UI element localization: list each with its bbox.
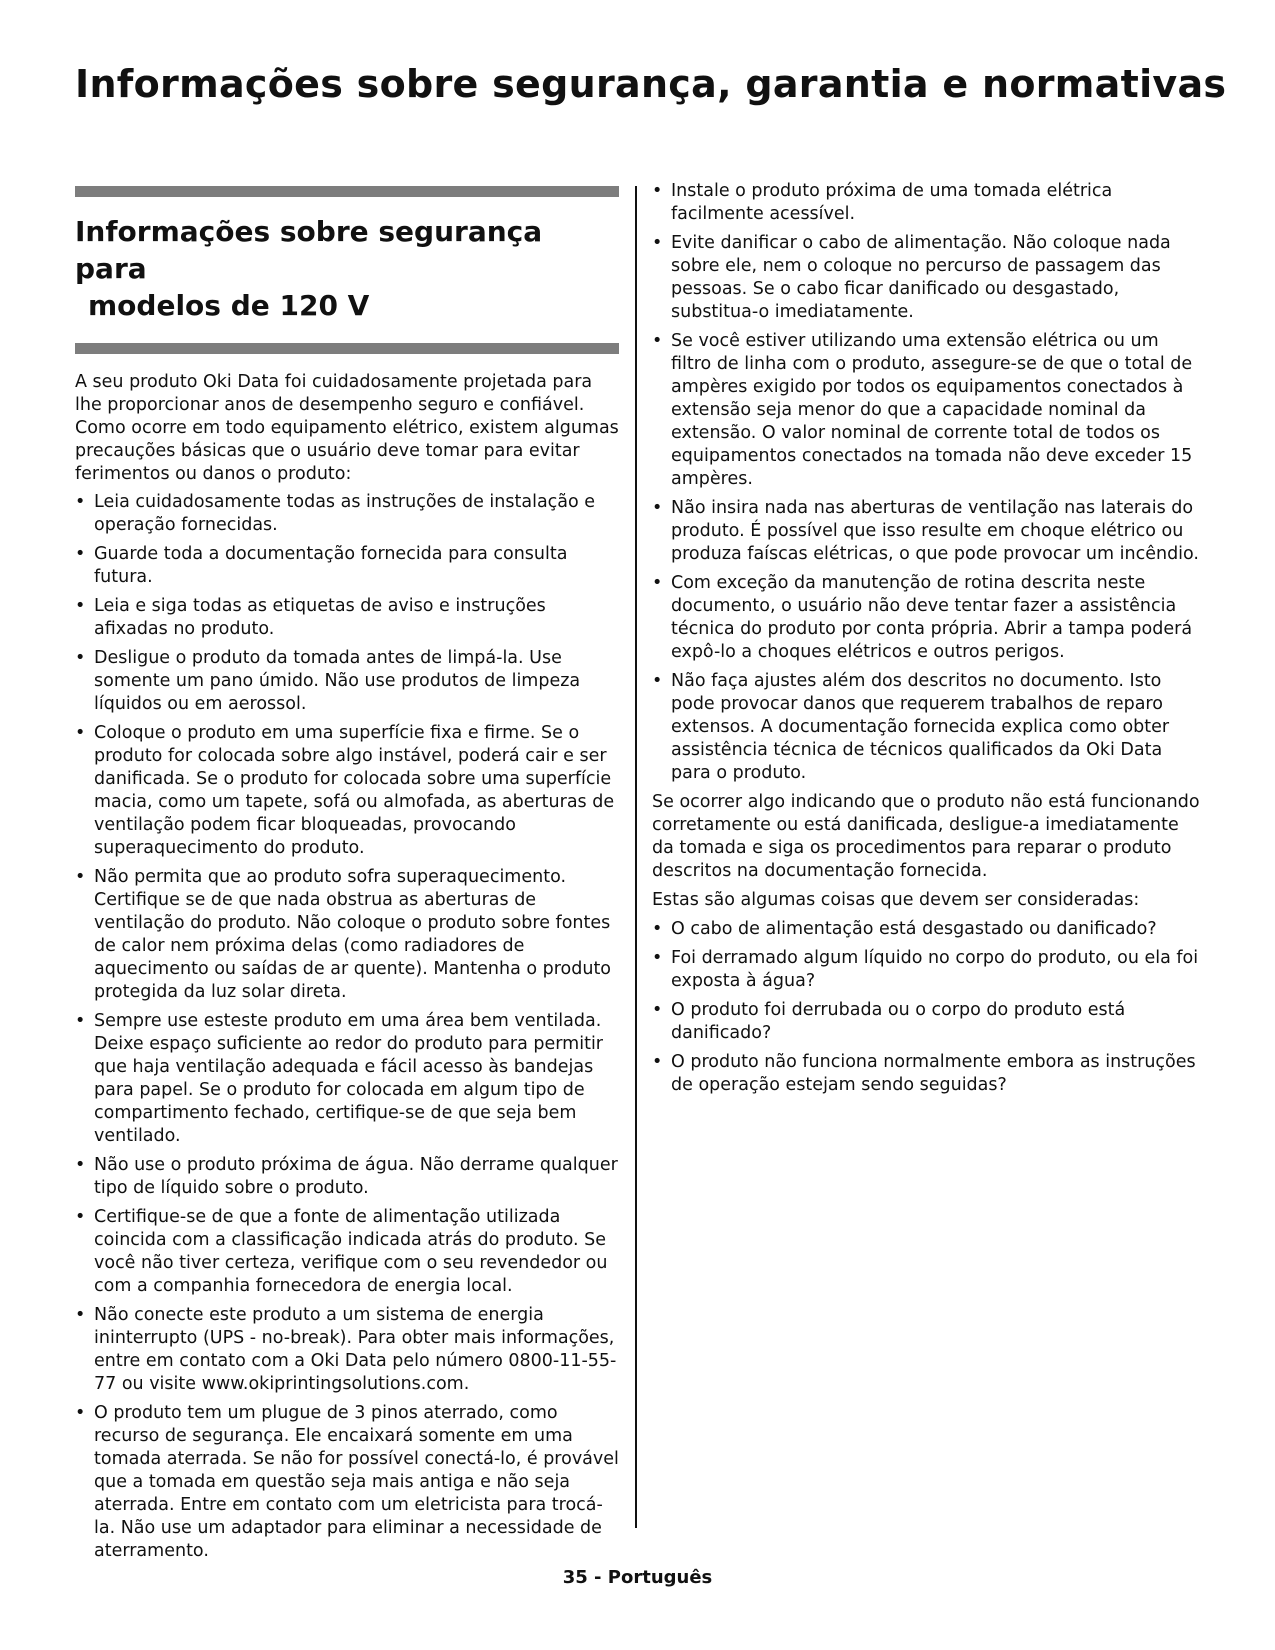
bullet-icon: • [75, 492, 86, 512]
bullet-icon: • [75, 1011, 86, 1031]
bullet-icon: • [652, 331, 663, 351]
list-item-text: Foi derramado algum líquido no corpo do produto, ou ela foi exposta à água? [671, 948, 1199, 991]
bullet-icon: • [75, 1207, 86, 1227]
list-item-text: Se você estiver utilizando uma extensão elétrica ou um filtro de linha com o produto, assegure-se de que o total de ampères exigido por todos os equipamentos conectados à extensão seja menor do que a capacidade nominal da extensão. O valor nominal de corrente total de todos os equipamentos conectados na tomada não deve exceder 15 ampères. [671, 331, 1193, 489]
list-item [75, 543, 619, 589]
list-item [75, 491, 619, 537]
list-item-text: Guarde toda a documentação fornecida para consulta futura. [94, 544, 568, 587]
bullet-icon: • [75, 1155, 86, 1175]
bullet-icon: • [652, 1000, 663, 1020]
checklist [652, 918, 1204, 1097]
bullet-icon: • [652, 573, 663, 593]
bullet-icon: • [652, 498, 663, 518]
malfunction-paragraph: Se ocorrer algo indicando que o produto não está funcionando corretamente ou está danificada, desligue-a imediatamente da tomada e siga os procedimentos para reparar o produto descritos na documentação fornecida. [652, 792, 1200, 881]
bullet-icon: • [652, 671, 663, 691]
list-item-text: Não permita que ao produto sofra superaquecimento. Certifique se de que nada obstrua as aberturas de ventilação do produto. Não coloque o produto sobre fontes de calor nem próxima delas (como radiadores de aquecimento ou saídas de ar quente). Mantenha o produto protegida da luz solar direta. [94, 867, 612, 1002]
bullet-icon: • [75, 1403, 86, 1423]
section-heading-line-1: Informações sobre segurança para [75, 215, 543, 285]
list-item [75, 1402, 619, 1563]
section-heading [75, 213, 619, 324]
bullet-icon: • [652, 948, 663, 968]
list-item [75, 1154, 619, 1200]
list-item [652, 947, 1204, 993]
list-item-text: Evite danificar o cabo de alimentação. Não coloque nada sobre ele, nem o coloque no percurso de passagem das pessoas. Se o cabo ficar danificado ou desgastado, substitua-o imediatamente. [671, 233, 1171, 322]
list-item-text: O produto não funciona normalmente embora as instruções de operação estejam sendo seguidas? [671, 1052, 1196, 1095]
list-item-text: Não use o produto próxima de água. Não derrame qualquer tipo de líquido sobre o produto. [94, 1155, 618, 1198]
list-item [652, 670, 1204, 785]
section-top-rule [75, 186, 619, 197]
list-item-text: Não insira nada nas aberturas de ventilação nas laterais do produto. É possível que isso resulte em choque elétrico ou produza faíscas elétricas, o que pode provocar um incêndio. [671, 498, 1199, 564]
list-item [652, 232, 1204, 324]
list-item-text: O produto foi derrubada ou o corpo do produto está danificado? [671, 1000, 1126, 1043]
list-item-text: Não faça ajustes além dos descritos no documento. Isto pode provocar danos que requerem trabalhos de reparo extensos. A documentação fornecida explica como obter assistência técnica de técnicos qualificados da Oki Data para o produto. [671, 671, 1170, 783]
list-item [652, 999, 1204, 1045]
list-item-text: Com exceção da manutenção de rotina descrita neste documento, o usuário não deve tentar fazer a assistência técnica do produto por conta própria. Abrir a tampa poderá expô-lo a choques elétricos e outros perigos. [671, 573, 1193, 662]
list-item [75, 1304, 619, 1396]
list-item [75, 1206, 619, 1298]
column-divider [635, 186, 637, 1528]
list-item [652, 1051, 1204, 1097]
list-item-text: Leia cuidadosamente todas as instruções de instalação e operação fornecidas. [94, 492, 596, 535]
left-column [75, 186, 619, 1569]
list-item-text: Sempre use esteste produto em uma área bem ventilada. Deixe espaço suficiente ao redor do produto para permitir que haja ventilação adequada e fácil acesso às bandejas para papel. Se o produto for colocada em algum tipo de compartimento fechado, certifique-se de que seja bem ventilado. [94, 1011, 604, 1146]
safety-list-left [75, 491, 619, 1563]
page-title: Informações sobre segurança, garantia e normativas [75, 62, 1227, 106]
list-item [75, 647, 619, 716]
bullet-icon: • [652, 233, 663, 253]
bullet-icon: • [75, 648, 86, 668]
bullet-icon: • [75, 544, 86, 564]
bullet-icon: • [75, 596, 86, 616]
list-item-text: Desligue o produto da tomada antes de limpá-la. Use somente um pano úmido. Não use produtos de limpeza líquidos ou em aerossol. [94, 648, 581, 714]
list-item [652, 180, 1204, 226]
bullet-icon: • [75, 867, 86, 887]
bullet-icon: • [652, 1052, 663, 1072]
considerations-paragraph: Estas são algumas coisas que devem ser consideradas: [652, 890, 1140, 910]
list-item-text: Não conecte este produto a um sistema de energia ininterrupto (UPS - no-break). Para obter mais informações, entre em contato com a Oki Data pelo número 0800-11-55-77 ou visite www.okiprintingsolutions.com. [94, 1305, 617, 1394]
safety-list-right [652, 180, 1204, 785]
list-item [652, 497, 1204, 566]
section-heading-line-2: modelos de 120 V [88, 289, 370, 322]
list-item [652, 330, 1204, 491]
page-footer: 35 - Português [562, 1567, 713, 1588]
bullet-icon: • [652, 181, 663, 201]
list-item-text: Coloque o produto em uma superfície fixa e firme. Se o produto for colocada sobre algo instável, poderá cair e ser danificada. Se o produto for colocada sobre uma superfície macia, como um tapete, sofá ou almofada, as aberturas de ventilação podem ficar bloqueadas, provocando superaquecimento do produto. [94, 723, 615, 858]
right-column [652, 180, 1204, 1103]
list-item [75, 1010, 619, 1148]
intro-paragraph: A seu produto Oki Data foi cuidadosamente projetada para lhe proporcionar anos de desempenho seguro e confiável. Como ocorre em todo equipamento elétrico, existem algumas precauções básicas que o usuário deve tomar para evitar ferimentos ou danos o produto: [75, 372, 619, 484]
list-item [75, 866, 619, 1004]
list-item-text: Instale o produto próxima de uma tomada elétrica facilmente acessível. [671, 181, 1113, 224]
list-item [75, 722, 619, 860]
section-bottom-rule [75, 343, 619, 354]
list-item-text: Certifique-se de que a fonte de alimentação utilizada coincida com a classificação indicada atrás do produto. Se você não tiver certeza, verifique com o seu revendedor ou com a companhia fornecedora de energia local. [94, 1207, 608, 1296]
bullet-icon: • [75, 723, 86, 743]
list-item [652, 918, 1204, 941]
list-item-text: O cabo de alimentação está desgastado ou danificado? [671, 919, 1157, 939]
list-item-text: O produto tem um plugue de 3 pinos aterrado, como recurso de segurança. Ele encaixará somente em uma tomada aterrada. Se não for possível conectá-lo, é provável que a tomada em questão seja mais antiga e não seja aterrada. Entre em contato com um eletricista para trocá-la. Não use um adaptador para eliminar a necessidade de aterramento. [94, 1403, 619, 1561]
bullet-icon: • [652, 919, 663, 939]
list-item [75, 595, 619, 641]
list-item [652, 572, 1204, 664]
bullet-icon: • [75, 1305, 86, 1325]
list-item-text: Leia e siga todas as etiquetas de aviso e instruções afixadas no produto. [94, 596, 546, 639]
